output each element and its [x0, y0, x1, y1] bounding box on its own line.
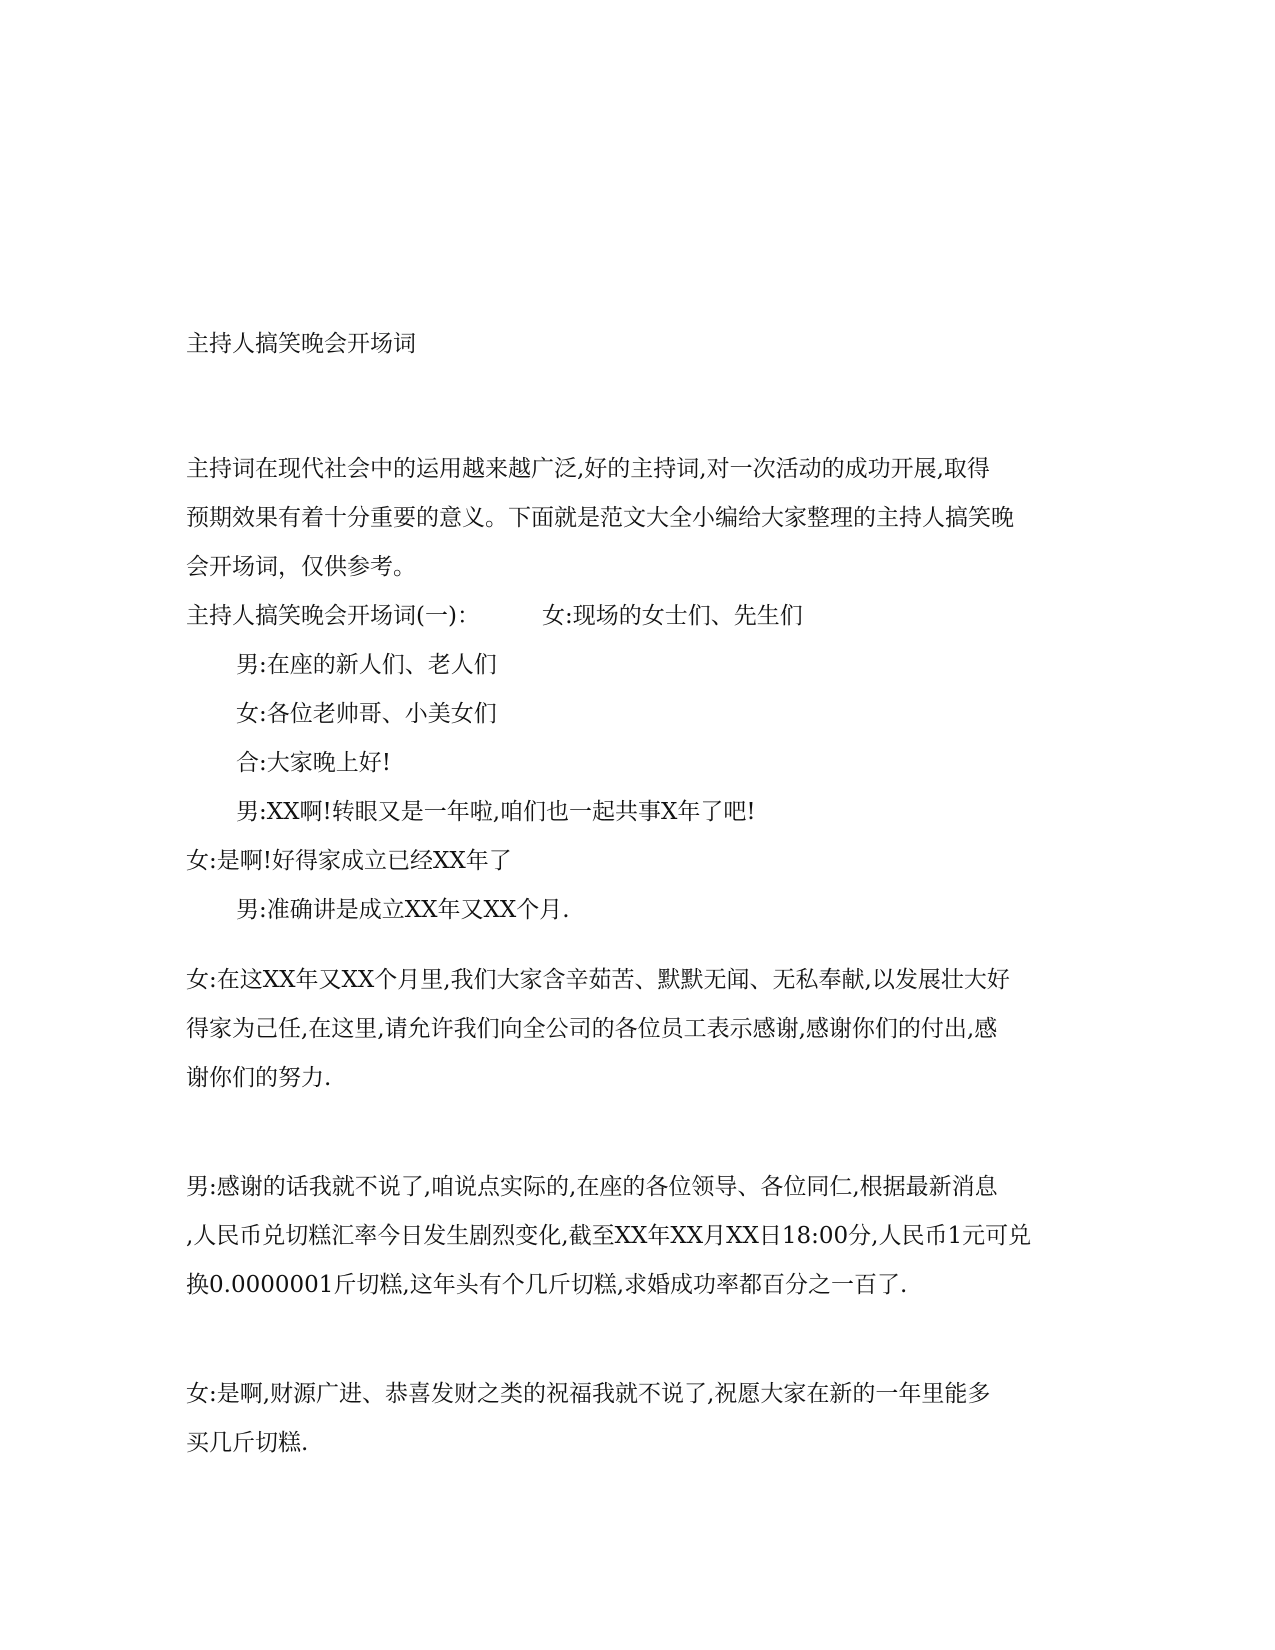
section-heading-line — [186, 592, 1096, 641]
paragraph-1 — [186, 956, 1096, 1103]
dialogue-line: 女:现场的女士们、先生们 — [541, 603, 803, 629]
intro-line: 会开场词，仅供参考。 — [186, 554, 416, 580]
paragraph-line: 女:在这XX年又XX个月里,我们大家含辛茹苦、默默无闻、无私奉献,以发展壮大好 — [186, 967, 1010, 993]
dialogue-line: 女:是啊!好得家成立已经XX年了 — [186, 848, 512, 874]
document-title: 主持人搞笑晚会开场词 — [186, 331, 416, 357]
dialogue-line: 女:各位老帅哥、小美女们 — [236, 701, 497, 727]
dialogue-line: 合:大家晚上好! — [236, 750, 391, 776]
section-heading: 主持人搞笑晚会开场词(一)： — [186, 603, 480, 629]
paragraph-3 — [186, 1370, 1096, 1468]
paragraph-line: 得家为己任,在这里,请允许我们向全公司的各位员工表示感谢,感谢你们的付出,感 — [186, 1016, 998, 1042]
paragraph-line: ,人民币兑切糕汇率今日发生剧烈变化,截至XX年XX月XX日18:00分,人民币1元可兑 — [186, 1223, 1032, 1249]
intro-line: 主持词在现代社会中的运用越来越广泛,好的主持词,对一次活动的成功开展,取得 — [186, 456, 990, 482]
intro-paragraph — [186, 445, 1096, 935]
intro-line: 预期效果有着十分重要的意义。下面就是范文大全小编给大家整理的主持人搞笑晚 — [186, 505, 1014, 531]
paragraph-line: 换0.0000001斤切糕,这年头有个几斤切糕,求婚成功率都百分之一百了. — [186, 1272, 908, 1298]
dialogue-line: 男:在座的新人们、老人们 — [236, 652, 497, 678]
paragraph-line: 谢你们的努力. — [186, 1065, 332, 1091]
dialogue-line: 男:准确讲是成立XX年又XX个月. — [236, 897, 570, 923]
paragraph-line: 女:是啊,财源广进、恭喜发财之类的祝福我就不说了,祝愿大家在新的一年里能多 — [186, 1381, 991, 1407]
dialogue-line: 男:XX啊!转眼又是一年啦,咱们也一起共事X年了吧! — [236, 799, 756, 825]
paragraph-line: 买几斤切糕. — [186, 1430, 309, 1456]
paragraph-line: 男:感谢的话我就不说了,咱说点实际的,在座的各位领导、各位同仁,根据最新消息 — [186, 1174, 998, 1200]
paragraph-2 — [186, 1163, 1096, 1310]
